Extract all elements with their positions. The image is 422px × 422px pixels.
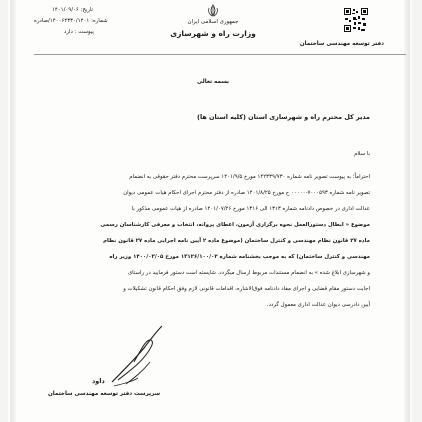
body-line: مهندسی و کنترل ساختمان) که به موجب بخشنامه شماره ۱۳۱۲۶/۱۰۰/۰۲ مورخ ۱۴۰۰/۰۳/۰۵ وزیر راه: [109, 254, 370, 260]
signatory-title: سرپرست دفتر توسعه مهندسی ساختمان: [48, 391, 161, 397]
header-divider: [34, 54, 406, 55]
republic-label: جمهوری اسلامی ایران: [187, 19, 239, 25]
page-edge-shadow: [404, 0, 410, 422]
body-line: عدالت اداری در خصوص دادنامه شماره ۱۳۱۳ الی ۱۳۱۶ مورخ ۱۴۰۱/۰۷/۲۶ صادره از هیات عمومی مذکور با: [131, 206, 370, 212]
date-field: [52, 8, 93, 13]
recipient: مدیر کل محترم راه و شهرسازی استان (کلیه استان ها): [197, 113, 370, 121]
greeting: با سلام: [354, 151, 370, 157]
signatory-name: داود: [92, 377, 105, 385]
number-value: ۱۴۰۰۶۴۳۳۰/۱۴۰۱/صادره: [34, 18, 90, 24]
body-line: اجابت دستور مقام قضایی و اجرای مفاد دادنامه فوق‌الاشاره، اقدامات قانونی لازم وفق احکام قانون تشکیلات و: [123, 286, 370, 292]
body-line: آیین دادرسی دیوان عدالت اداری معمول گردد.: [266, 302, 370, 308]
body-line: احتراماً؛ به پیوست تصویر نامه شماره ۱۴۲۳۳۹/۷۳۰ مورخ ۱۴۰۱/۹/۵ سرپرست محترم دفتر حقوقی به انضمام: [129, 174, 370, 180]
letter-page: [8, 0, 412, 422]
body-line: ماده ۲۷ قانون نظام مهندسی و کنترل ساختمان (موضوع ماده ۲ آیین نامه اجرایی ماده ۲۷ قانون نظام: [103, 238, 370, 244]
date-label: تاریخ:: [80, 7, 94, 13]
body-line: موضوع « ابطال دستورالعمل نحوه برگزاری آزمون، اعطای پروانه، انتخاب و معرفی کارشناسان رسمی: [100, 222, 370, 228]
body-line: و شهرسازی ابلاغ شده » به انضمام مستندات مربوط ارسال میگردد. شایسته است دستور فرمایید در راستای: [127, 270, 370, 276]
date-value: ۱۴۰۱/۰۹/۰۶: [52, 7, 79, 13]
attachment-field: [64, 30, 94, 35]
number-field: [34, 19, 108, 24]
qr-code-icon: [344, 8, 368, 32]
body-line: تصویر نامه شماره ۷۰۰۰۵۹۳-۰۰۰۰۰ ح مورخ ۱۴۰۱/۸/۲۵ صادره از دفتر محترم اجرای احکام هیات عمومی دیوان: [123, 190, 370, 196]
iran-emblem-icon: [206, 4, 220, 18]
page-edge-shadow: [10, 0, 16, 422]
ministry-title: وزارت راه و شهرسازی: [170, 29, 256, 38]
basmala: بسمه تعالی: [196, 79, 229, 85]
attachment-value: دارد: [64, 29, 73, 35]
number-label: شماره:: [91, 18, 108, 24]
attachment-label: پیوست :: [74, 29, 94, 35]
department-label: دفتر توسعه مهندسی ساختمان: [299, 41, 384, 47]
handwritten-signature: [104, 322, 174, 392]
